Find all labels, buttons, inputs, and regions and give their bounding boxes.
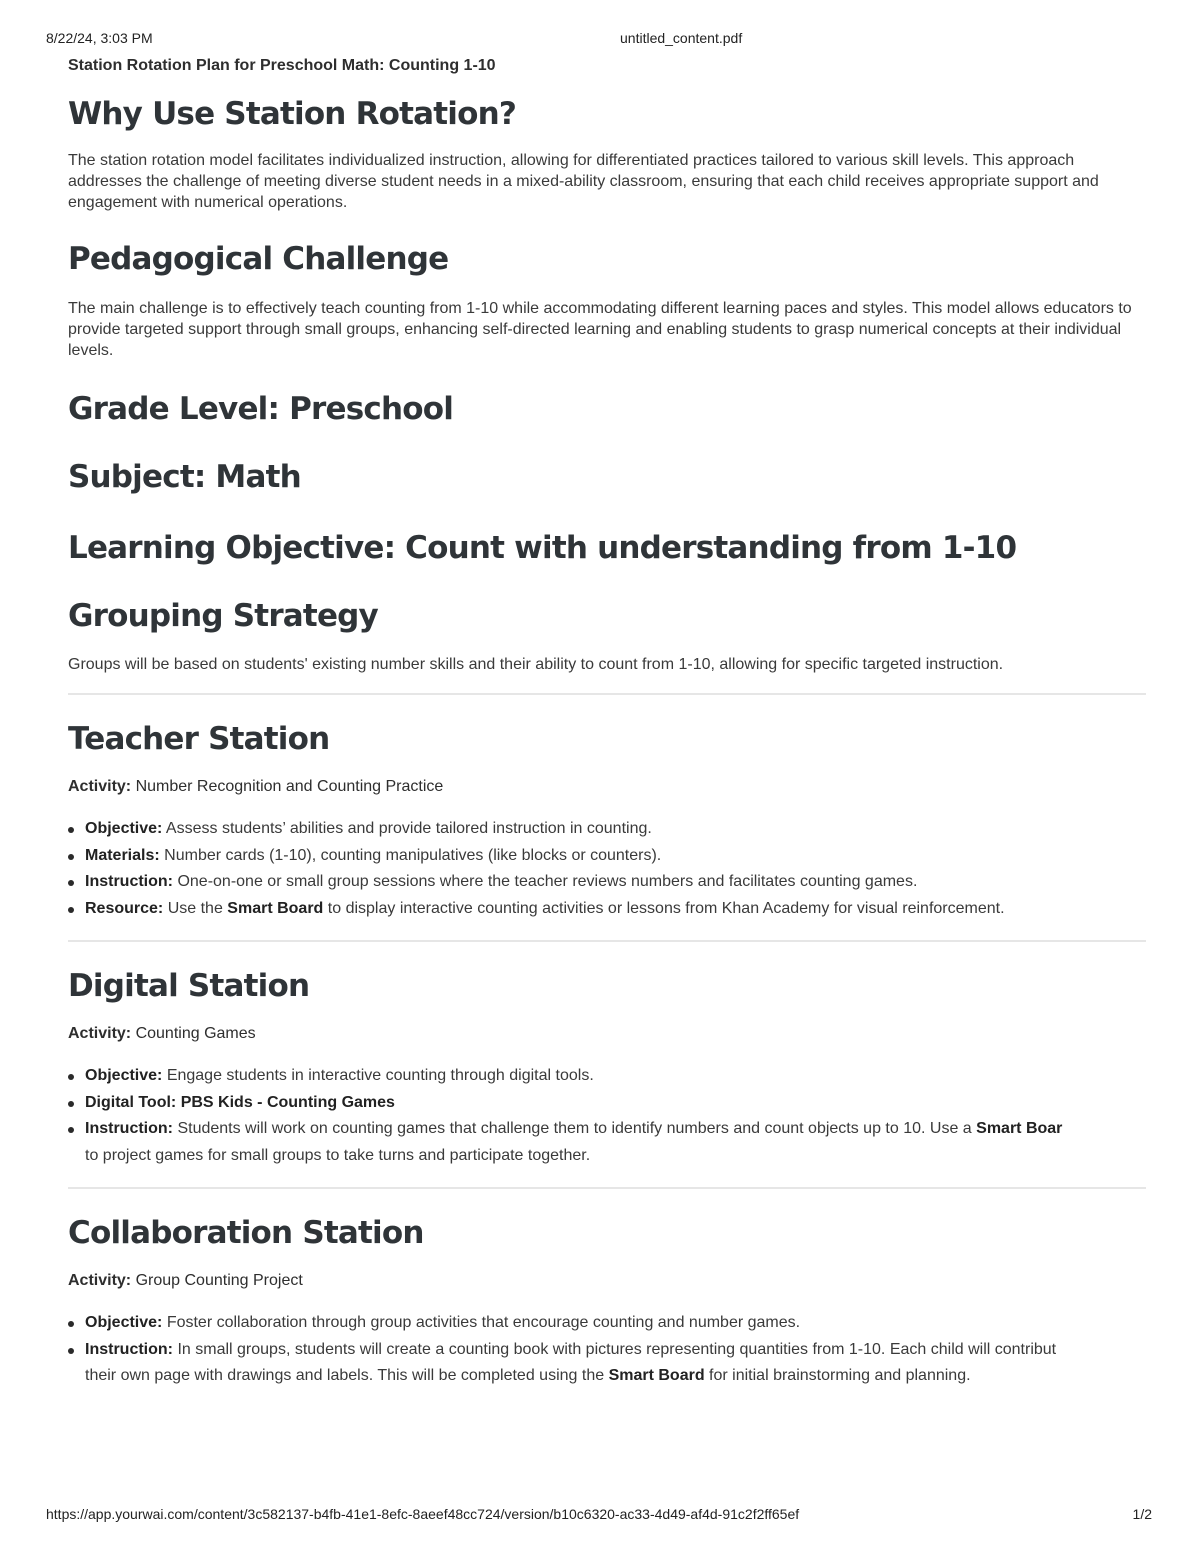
list-item: Instruction: One-on-one or small group sessions where the teacher reviews numbers and facilitates counting games. xyxy=(68,869,1146,896)
list-item: Objective: Assess students’ abilities and provide tailored instruction in counting. xyxy=(68,816,1146,843)
digital-station-heading: Digital Station xyxy=(68,968,310,1004)
collaboration-activity-value: Group Counting Project xyxy=(135,1272,303,1289)
list-item: Resource: Use the Smart Board to display interactive counting activities or lessons from Khan Academy for visual reinforcement. xyxy=(68,896,1146,923)
print-datetime: 8/22/24, 3:03 PM xyxy=(46,30,153,46)
list-item: Objective: Foster collaboration through group activities that encourage counting and number games. xyxy=(68,1310,1146,1337)
list-item: Instruction: In small groups, students will create a counting book with pictures representing quantities from 1-10. Each child will contribut their own page with drawings and labels. This will be completed using the Smart Board for initial brainstorming and planning. xyxy=(68,1337,1146,1390)
teacher-activity-value: Number Recognition and Counting Practice xyxy=(135,778,444,795)
grouping-heading: Grouping Strategy xyxy=(68,598,378,634)
teacher-activity-label: Activity: xyxy=(68,778,132,795)
collaboration-station-heading: Collaboration Station xyxy=(68,1215,424,1251)
digital-activity-label: Activity: xyxy=(68,1025,132,1042)
challenge-body: The main challenge is to effectively teach counting from 1-10 while accommodating different learning paces and styles. This model allows educators to provide targeted support through small groups, enhancing self-directed learning and enabling students to grasp numerical concepts at their individual levels. xyxy=(68,300,1132,359)
list-item: Materials: Number cards (1-10), counting manipulatives (like blocks or counters). xyxy=(68,843,1146,870)
teacher-station-heading: Teacher Station xyxy=(68,721,330,757)
digital-activity-value: Counting Games xyxy=(135,1025,256,1042)
list-item: Digital Tool: PBS Kids - Counting Games xyxy=(68,1090,1146,1117)
collaboration-station-list xyxy=(68,1310,1146,1390)
teacher-activity xyxy=(68,777,1146,797)
digital-activity xyxy=(68,1024,1146,1044)
print-header xyxy=(0,30,1200,50)
document-body xyxy=(68,56,1146,1390)
print-filename: untitled_content.pdf xyxy=(620,30,743,46)
grade-level-heading: Grade Level: Preschool xyxy=(68,391,454,427)
subject-heading: Subject: Math xyxy=(68,459,301,495)
collaboration-activity-label: Activity: xyxy=(68,1272,132,1289)
why-body: The station rotation model facilitates individualized instruction, allowing for differentiated practices tailored to various skill levels. This approach addresses the challenge of meeting diverse student needs in a mixed-ability classroom, ensuring that each child receives appropriate support and engagement with numerical operations. xyxy=(68,152,1099,211)
teacher-station-list xyxy=(68,816,1146,922)
list-item: Objective: Engage students in interactive counting through digital tools. xyxy=(68,1063,1146,1090)
print-footer xyxy=(0,1506,1200,1526)
page-number: 1/2 xyxy=(1132,1506,1152,1522)
document-title: Station Rotation Plan for Preschool Math: Counting 1-10 xyxy=(68,57,496,74)
list-item: Instruction: Students will work on counting games that challenge them to identify numbers and count objects up to 10. Use a Smart Boar to project games for small groups to take turns and participate together. xyxy=(68,1116,1146,1169)
learning-objective-heading: Learning Objective: Count with understanding from 1-10 xyxy=(68,530,1017,566)
print-url: https://app.yourwai.com/content/3c582137-b4fb-41e1-8efc-8aeef48cc724/version/b10c6320-ac33-4d49-af4d-91c2f2ff65ef xyxy=(46,1506,800,1522)
challenge-heading: Pedagogical Challenge xyxy=(68,241,449,277)
digital-station-list xyxy=(68,1063,1146,1169)
collaboration-activity xyxy=(68,1271,1146,1291)
why-heading: Why Use Station Rotation? xyxy=(68,96,517,132)
grouping-body: Groups will be based on students' existing number skills and their ability to count from 1-10, allowing for specific targeted instruction. xyxy=(68,656,1004,673)
